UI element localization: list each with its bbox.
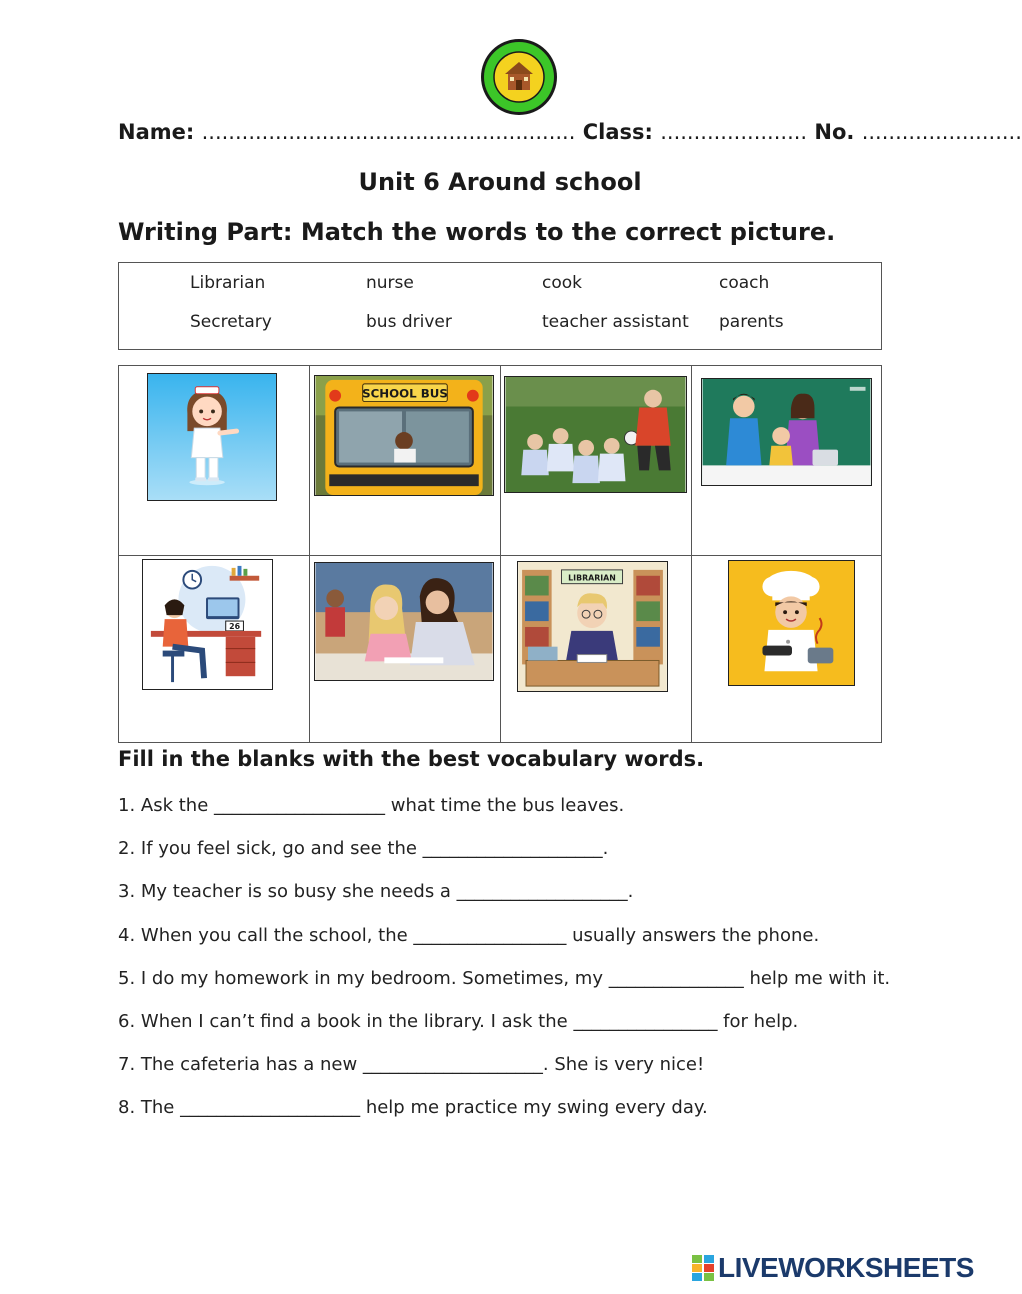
- word-nurse[interactable]: nurse: [366, 273, 414, 293]
- word-cook[interactable]: cook: [542, 273, 582, 293]
- student-info-line: [118, 120, 1022, 144]
- bus-sign-text: SCHOOL BUS: [362, 386, 448, 401]
- school-bus-picture[interactable]: [314, 375, 494, 496]
- word-parents[interactable]: parents: [719, 312, 784, 332]
- liveworksheets-logo[interactable]: [692, 1252, 974, 1284]
- teacher-assistant-picture[interactable]: [314, 562, 494, 681]
- sentence-8[interactable]: 8. The ____________________ help me practice my swing every day.: [118, 1097, 708, 1118]
- parents-picture[interactable]: [701, 378, 872, 486]
- sentence-6[interactable]: 6. When I can’t find a book in the library. I ask the ________________ for help.: [118, 1011, 799, 1032]
- word-bus-driver[interactable]: bus driver: [366, 312, 452, 332]
- fill-in-heading: Fill in the blanks with the best vocabulary words.: [118, 747, 705, 771]
- word-teacher-assistant[interactable]: teacher assistant: [542, 312, 689, 332]
- sentence-5[interactable]: 5. I do my homework in my bedroom. Sometimes, my _______________ help me with it.: [118, 968, 891, 989]
- liveworksheets-icon: [692, 1255, 714, 1281]
- name-field[interactable]: ........................................................: [201, 120, 576, 144]
- word-secretary[interactable]: Secretary: [190, 312, 272, 332]
- class-field[interactable]: ......................: [660, 120, 808, 144]
- word-bank: [118, 262, 882, 350]
- nurse-picture[interactable]: [147, 373, 277, 501]
- brand-name: LIVEWORKSHEETS: [718, 1252, 974, 1283]
- word-coach[interactable]: coach: [719, 273, 770, 293]
- sentence-7[interactable]: 7. The cafeteria has a new ____________________. She is very nice!: [118, 1054, 705, 1075]
- grid-divider: [500, 366, 501, 742]
- secretary-picture[interactable]: [142, 559, 273, 690]
- grid-divider: [309, 366, 310, 742]
- class-label: Class:: [582, 120, 653, 144]
- librarian-picture[interactable]: [517, 561, 668, 692]
- writing-heading: Writing Part: Match the words to the correct picture.: [118, 218, 836, 246]
- grid-divider: [119, 555, 881, 556]
- unit-title: Unit 6 Around school: [358, 168, 642, 196]
- school-logo: [480, 38, 558, 116]
- name-label: Name:: [118, 120, 195, 144]
- sentence-2[interactable]: 2. If you feel sick, go and see the ____________________.: [118, 838, 609, 859]
- grid-divider: [691, 366, 692, 742]
- calendar-text: 26: [229, 621, 241, 631]
- sentence-3[interactable]: 3. My teacher is so busy she needs a ___________________.: [118, 881, 634, 902]
- number-label: No.: [814, 120, 855, 144]
- number-field[interactable]: ........................: [861, 120, 1022, 144]
- cook-picture[interactable]: [728, 560, 855, 686]
- sentence-4[interactable]: 4. When you call the school, the _________________ usually answers the phone.: [118, 925, 820, 946]
- coach-picture[interactable]: [504, 376, 687, 493]
- picture-grid: [118, 365, 882, 743]
- librarian-sign-text: LIBRARIAN: [568, 573, 616, 583]
- word-librarian[interactable]: Librarian: [190, 273, 266, 293]
- sentence-1[interactable]: 1. Ask the ___________________ what time the bus leaves.: [118, 795, 625, 816]
